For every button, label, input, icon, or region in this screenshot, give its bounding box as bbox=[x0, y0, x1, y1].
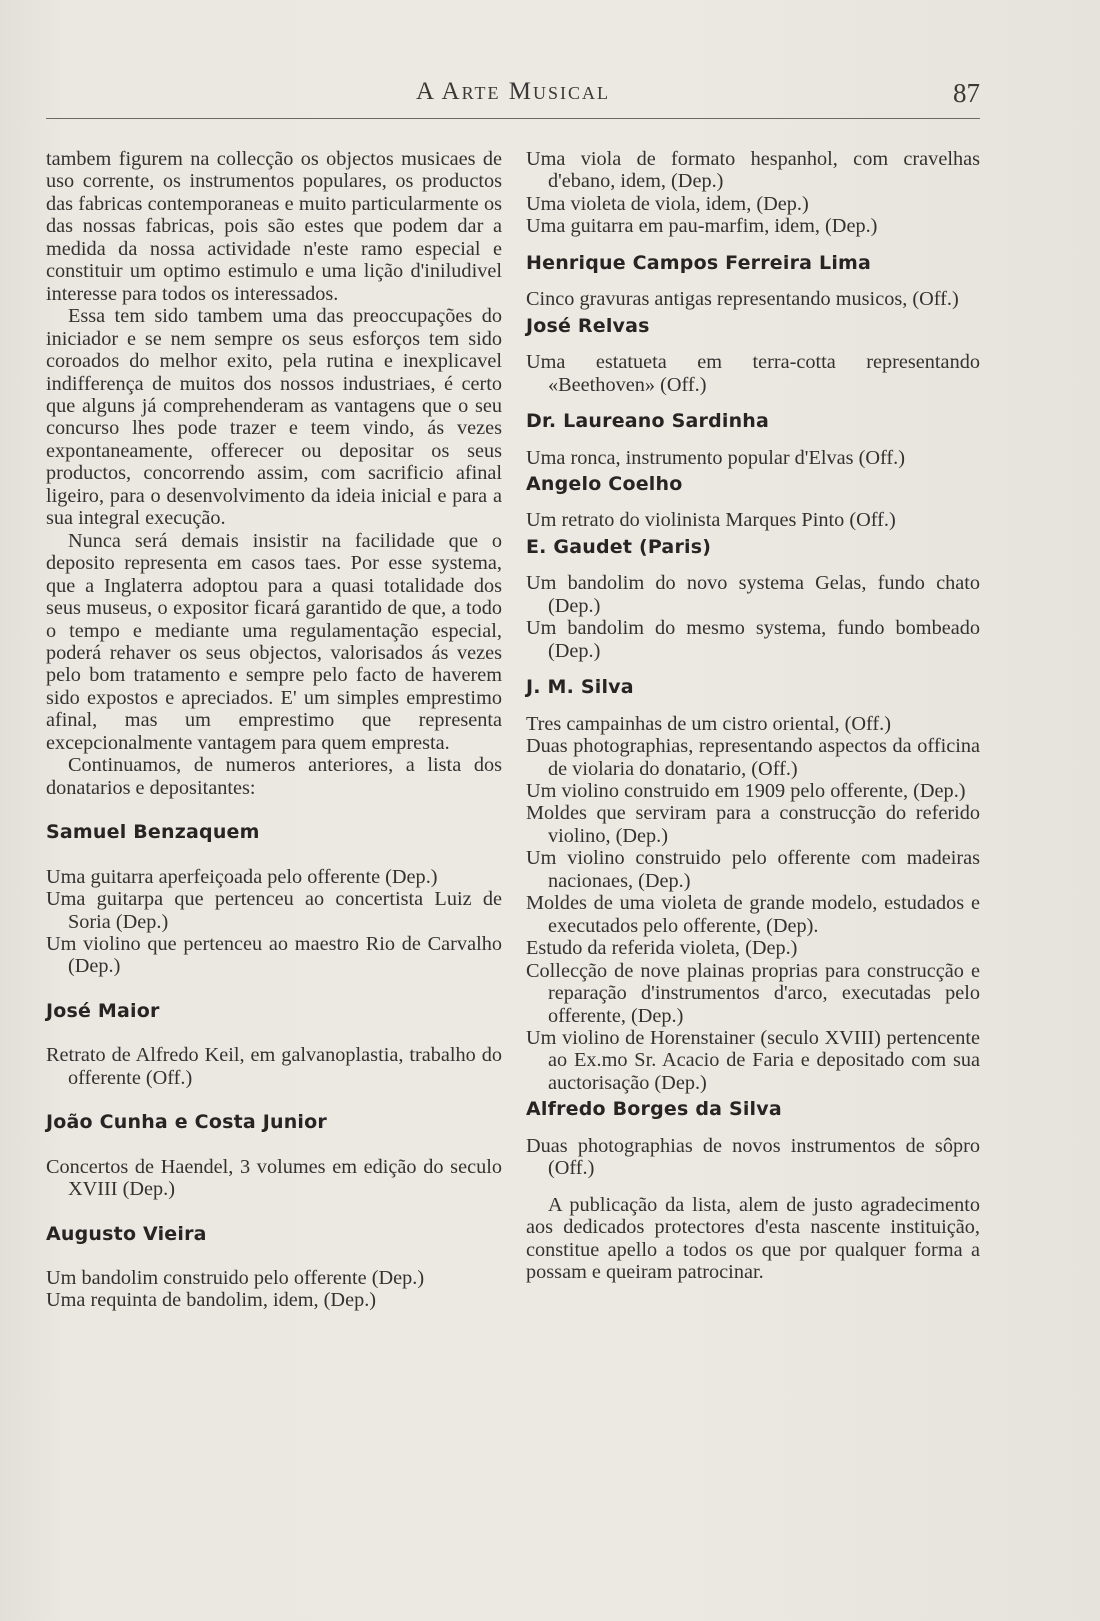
donor-heading: José Relvas bbox=[526, 314, 650, 337]
page-number: 87 bbox=[953, 78, 980, 108]
donor-heading: Alfredo Borges da Silva bbox=[526, 1098, 782, 1121]
list-item: Um retrato do violinista Marques Pinto (Off.) bbox=[526, 509, 896, 532]
list-item: Moldes de uma violeta de grande modelo, estudados e executados pelo offerente, (Dep). bbox=[526, 892, 980, 937]
donor-heading: Augusto Vieira bbox=[46, 1222, 207, 1245]
right-column bbox=[526, 148, 980, 1283]
left-column bbox=[46, 148, 502, 1312]
list-item: Uma requinta de bandolim, idem, (Dep.) bbox=[46, 1289, 377, 1312]
list-item: Um bandolim construido pelo offerente (Dep.) bbox=[46, 1267, 425, 1290]
running-title: A Arte Musical bbox=[416, 78, 610, 105]
list-item: Um violino de Horenstainer (seculo XVIII) pertencente ao Ex.mo Sr. Acacio de Faria e depositado com sua auctorisação (Dep.) bbox=[526, 1026, 980, 1094]
list-item: Um violino que pertenceu ao maestro Rio de Carvalho (Dep.) bbox=[46, 932, 502, 978]
list-item: Uma guitarra em pau-marfim, idem, (Dep.) bbox=[526, 215, 878, 238]
donor-heading: João Cunha e Costa Junior bbox=[46, 1111, 327, 1134]
list-item: Moldes que serviram para a construcção do referido violino, (Dep.) bbox=[526, 802, 980, 847]
donor-heading: Henrique Campos Ferreira Lima bbox=[526, 251, 872, 274]
list-item: Tres campainhas de um cistro oriental, (Off.) bbox=[526, 712, 891, 735]
list-item: Uma violeta de viola, idem, (Dep.) bbox=[526, 192, 809, 215]
list-item: Um violino construido em 1909 pelo offerente, (Dep.) bbox=[526, 779, 966, 802]
closing-paragraph: A publicação da lista, alem de justo agradecimento aos dedicados protectores d'esta nascente instituição, constitue apello a todos os que por qualquer forma a possam e queiram patrocinar. bbox=[526, 1193, 980, 1284]
donor-heading: Samuel Benzaquem bbox=[46, 821, 260, 844]
list-item: Estudo da referida violeta, (Dep.) bbox=[526, 937, 798, 960]
list-item: Uma guitarra aperfeiçoada pelo offerente (Dep.) bbox=[46, 865, 438, 888]
list-item: Uma viola de formato hespanhol, com cravelhas d'ebano, idem, (Dep.) bbox=[526, 148, 980, 193]
list-item: Um bandolim do mesmo systema, fundo bombeado (Dep.) bbox=[526, 617, 980, 662]
list-item: Uma estatueta em terra-cotta representando «Beethoven» (Off.) bbox=[526, 351, 980, 396]
donor-heading: E. Gaudet (Paris) bbox=[526, 535, 712, 558]
donor-heading: Angelo Coelho bbox=[526, 472, 683, 495]
page-header bbox=[46, 78, 980, 119]
paragraph: tambem figurem na collecção os objectos musicaes de uso corrente, os instrumentos populares, os productos das fabricas contemporaneas e muito particularmente os das nossas fabricas, pois são estes que podem dar a medida da nossa actividade n'este ramo especial e constituir um optimo estimulo e uma lição d'iniludivel interesse para todos os interessados. bbox=[46, 148, 502, 305]
list-item: Cinco gravuras antigas representando musicos, (Off.) bbox=[526, 288, 959, 311]
list-item: Duas photographias de novos instrumentos de sôpro (Off.) bbox=[526, 1134, 980, 1180]
list-item: Collecção de nove plainas proprias para construcção e reparação d'instrumentos d'arco, executadas pelo offerente, (Dep.) bbox=[526, 959, 980, 1027]
paragraph: Continuamos, de numeros anteriores, a lista dos donatarios e depositantes: bbox=[46, 754, 502, 799]
list-item: Retrato de Alfredo Keil, em galvanoplastia, trabalho do offerente (Off.) bbox=[46, 1044, 502, 1089]
paragraph: Nunca será demais insistir na facilidade que o deposito representa em casos taes. Por esse systema, que a Inglaterra adoptou para a quasi totalidade dos seus museus, o expositor ficará garantido de que, a todo o tempo e mediante uma regulamentação especial, poderá rehaver os seus objectos, valorisados ás vezes pelo bom tratamento e sempre pelo facto de haverem sido expostos e apreciados. E' um simples emprestimo afinal, mas um emprestimo que representa excepcionalmente vantagem para quem empresta. bbox=[46, 529, 502, 754]
list-item: Concertos de Haendel, 3 volumes em edição do seculo XVIII (Dep.) bbox=[46, 1155, 502, 1201]
donor-heading: José Maior bbox=[46, 999, 160, 1022]
list-item: Um violino construido pelo offerente com madeiras nacionaes, (Dep.) bbox=[526, 847, 980, 892]
donor-heading: Dr. Laureano Sardinha bbox=[526, 410, 770, 433]
paragraph: Essa tem sido tambem uma das preoccupações do iniciador e se nem sempre os seus esforços tem sido coroados do melhor exito, pela rutina e inexplicavel indifferença de muitos dos nossos industriaes, é certo que alguns já comprehenderam as vantagens que o seu concurso lhes pode trazer e teem vindo, ás vezes expontaneamente, offerecer ou depositar os seus productos, concorrendo assim, com sacrificio afinal ligeiro, para o desenvolvimento da ideia inicial e para a sua integral execução. bbox=[46, 305, 502, 530]
list-item: Uma ronca, instrumento popular d'Elvas (Off.) bbox=[526, 446, 905, 469]
list-item: Duas photographias, representando aspectos da officina de violaria do donatario, (Off.) bbox=[526, 735, 980, 780]
list-item: Um bandolim do novo systema Gelas, fundo chato (Dep.) bbox=[526, 572, 980, 617]
list-item: Uma guitarpa que pertenceu ao concertista Luiz de Soria (Dep.) bbox=[46, 888, 502, 933]
donor-heading: J. M. Silva bbox=[526, 676, 634, 699]
